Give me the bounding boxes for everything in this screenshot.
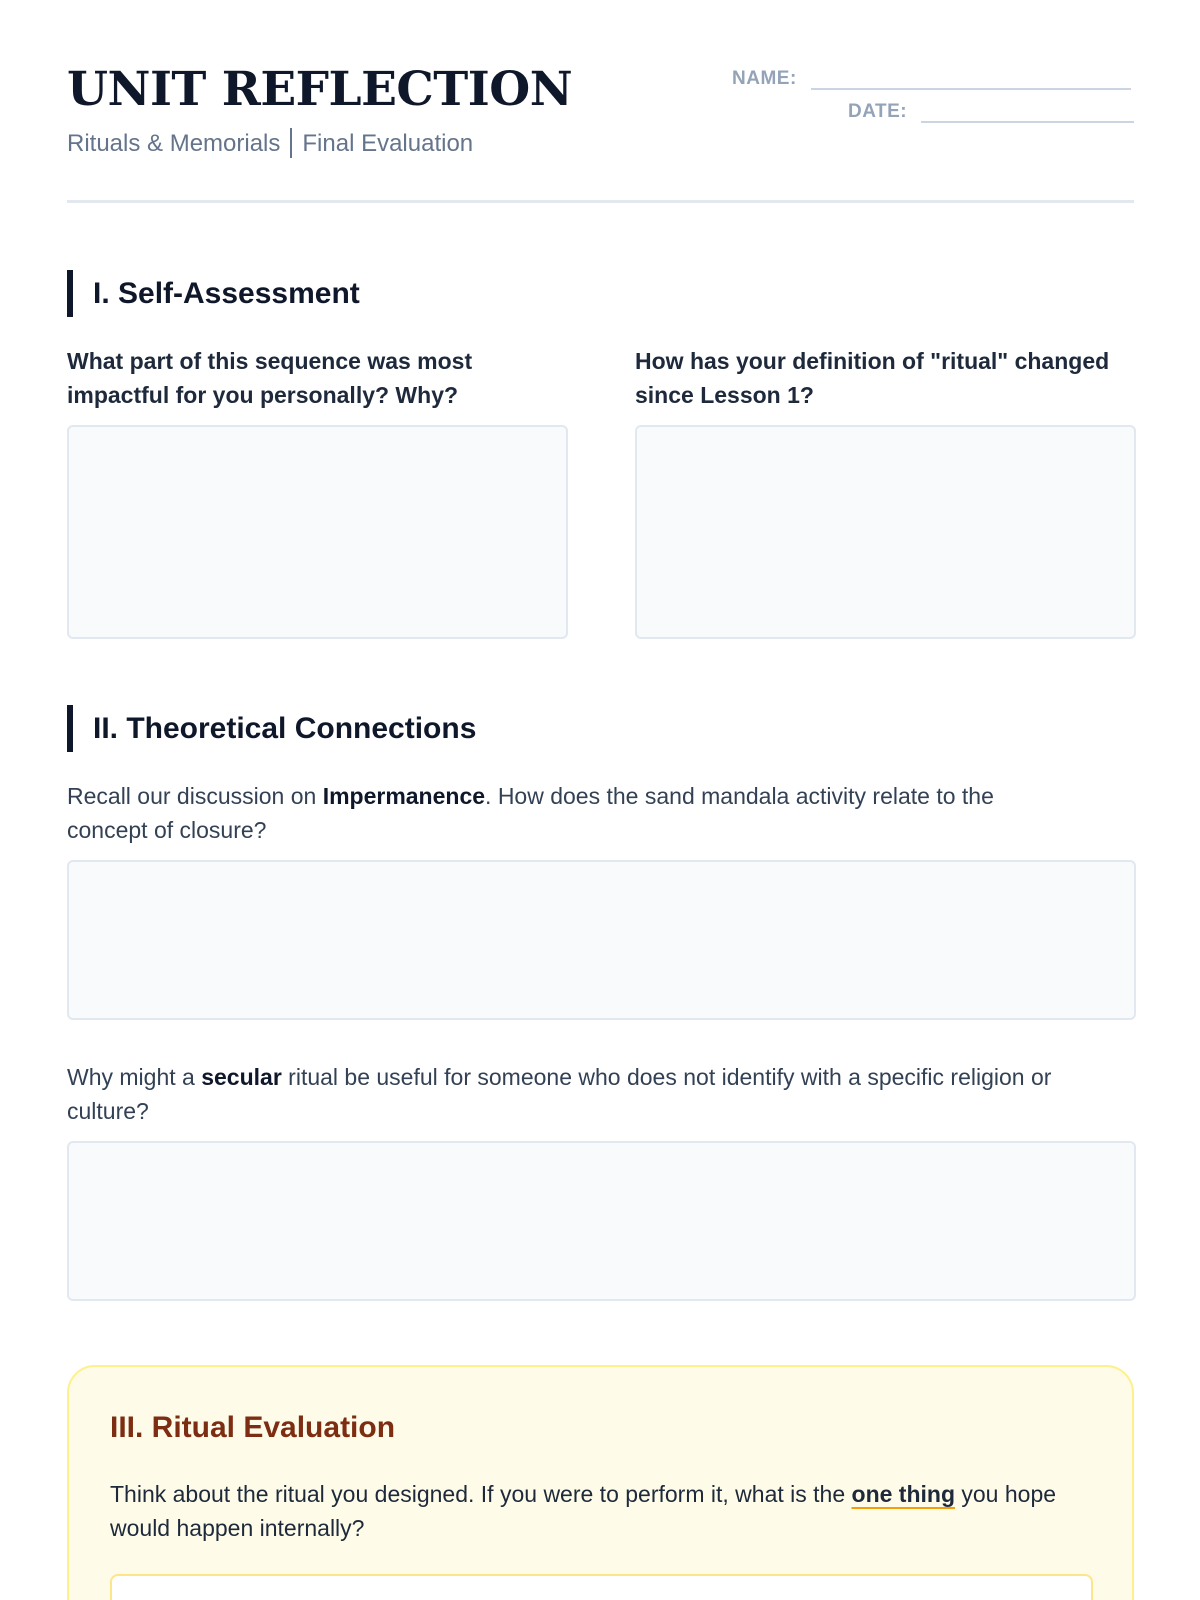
date-label: DATE:: [848, 101, 908, 122]
header-divider: [67, 200, 1134, 203]
question-text: Recall our discussion on: [67, 783, 323, 809]
answer-box-secular[interactable]: [67, 1141, 1136, 1301]
question-keyword: one thing: [851, 1481, 955, 1507]
question-secular: [67, 1060, 1127, 1128]
question-impermanence: [67, 779, 1067, 847]
question-ritual-definition: How has your definition of "ritual" changed since Lesson 1?: [635, 348, 1110, 408]
answer-box-internal-hope[interactable]: [110, 1574, 1093, 1600]
section-title: I. Self-Assessment: [93, 276, 360, 310]
page-subtitle: [67, 128, 473, 158]
question-text: . How does the sand mandala activity relate to the concept of closure?: [67, 783, 994, 843]
subtitle-type: Final Evaluation: [302, 130, 474, 157]
section-title: III. Ritual Evaluation: [110, 1411, 396, 1444]
ritual-evaluation-card: [67, 1365, 1134, 1600]
section-title: II. Theoretical Connections: [93, 711, 477, 745]
name-row: [732, 66, 1131, 90]
question-keyword: Impermanence: [322, 783, 486, 809]
question-text: Why might a: [67, 1064, 202, 1090]
subtitle-separator: [290, 128, 292, 158]
name-field[interactable]: [811, 66, 1131, 90]
date-row: [848, 99, 1134, 123]
question-keyword: secular: [201, 1064, 282, 1090]
question-text: you hope would happen internally?: [110, 1481, 1057, 1541]
section-accent-bar: [67, 270, 73, 317]
question-internal-hope: [110, 1477, 1090, 1545]
section-self-assessment: [67, 270, 360, 317]
question-text: Think about the ritual you designed. If you were to perform it, what is the: [110, 1481, 852, 1507]
question-impactful: What part of this sequence was most impactful for you personally? Why?: [67, 348, 473, 408]
date-field[interactable]: [921, 99, 1134, 123]
name-label: NAME:: [732, 68, 797, 89]
section-accent-bar: [67, 705, 73, 752]
question-text: ritual be useful for someone who does not identify with a specific religion or culture?: [67, 1064, 1052, 1124]
section-theoretical-connections: [67, 705, 476, 752]
answer-box-impactful[interactable]: [67, 425, 568, 639]
subtitle-topic: Rituals & Memorials: [67, 130, 281, 157]
answer-box-ritual-definition[interactable]: [635, 425, 1136, 639]
answer-box-impermanence[interactable]: [67, 860, 1136, 1020]
page-title: UNIT REFLECTION: [67, 62, 573, 117]
